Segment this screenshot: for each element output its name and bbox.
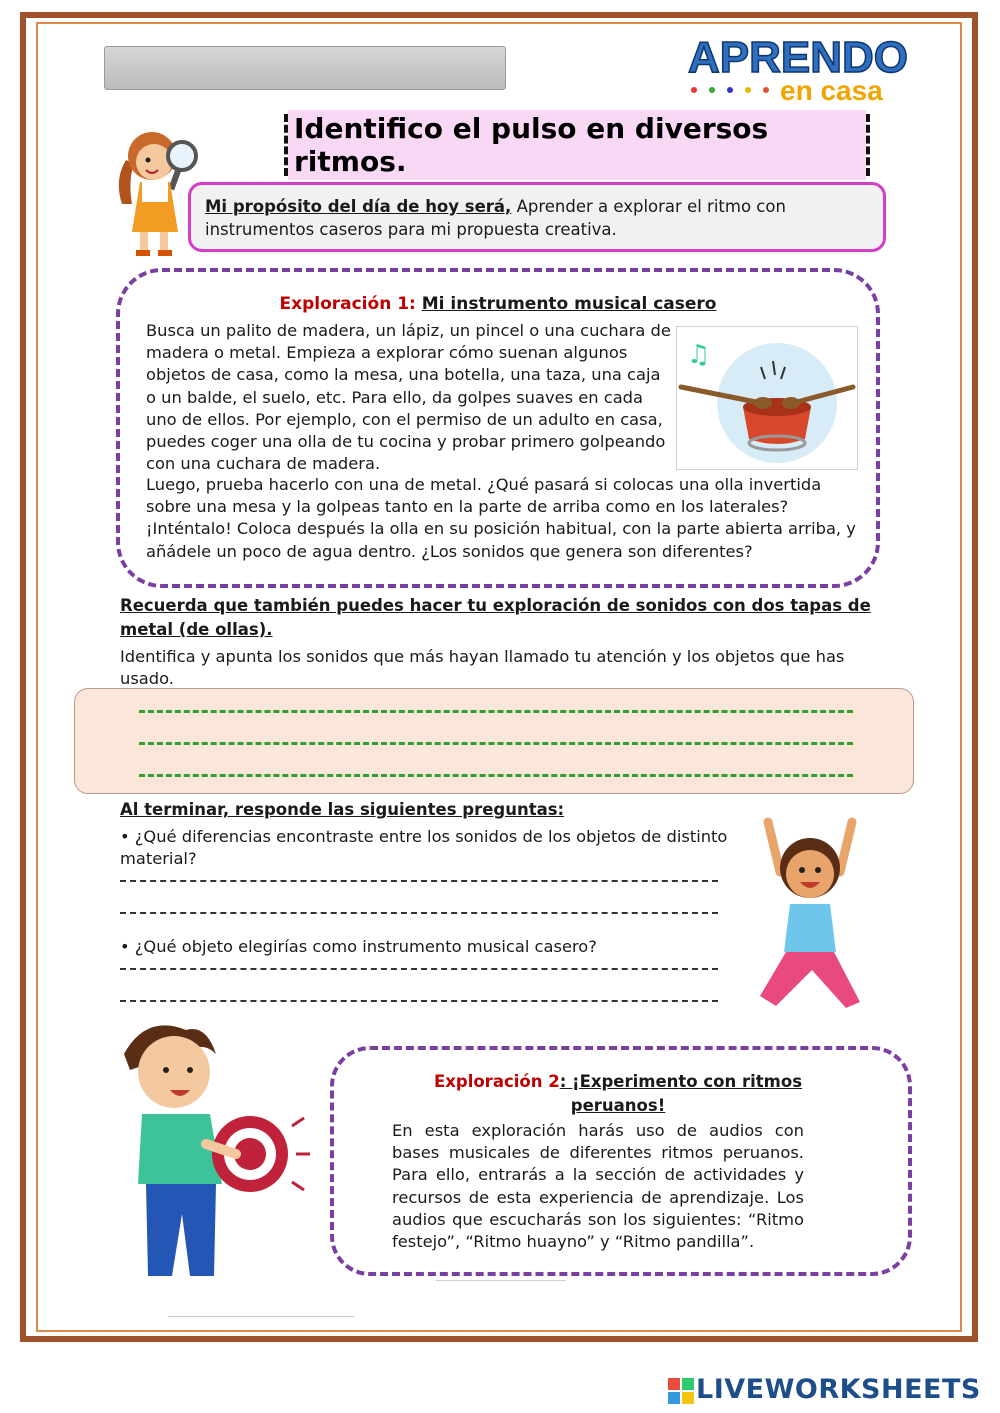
divider — [436, 1280, 566, 1281]
purpose-text: Aprender a explorar el ritmo con instrumentos caseros para mi propuesta creativa. — [205, 197, 786, 239]
exploration2-label: Exploración 2 — [433, 1072, 560, 1091]
q2-answer-line-2[interactable] — [120, 1000, 718, 1002]
student-name-field[interactable] — [104, 46, 506, 90]
q1-answer-line-2[interactable] — [120, 912, 718, 914]
page-title: Identifico el pulso en diversos ritmos. — [288, 110, 866, 180]
purpose-lead: Mi propósito del día de hoy será, — [205, 197, 512, 216]
worksheet-title-box — [284, 114, 870, 176]
purpose-box — [188, 182, 886, 252]
exploration1-heading — [116, 294, 880, 314]
boy-drum-illustration — [86, 1014, 316, 1284]
liveworksheets-logo-icon — [668, 1378, 694, 1404]
questions-title: Al terminar, responde las siguientes preguntas: — [120, 800, 565, 819]
jumping-girl-illustration — [750, 812, 870, 1022]
logo-line1: APRENDO — [688, 33, 909, 82]
q1-answer-line-1[interactable] — [120, 880, 718, 882]
exploration2-title: : ¡Experimento con ritmos peruanos! — [559, 1072, 803, 1115]
exploration1-title: Mi instrumento musical casero — [421, 294, 717, 314]
music-note-icon: ♫ — [687, 340, 711, 370]
answer-line-3[interactable] — [139, 774, 853, 777]
exploration1-label: Exploración 1: — [279, 294, 416, 314]
answer-line-1[interactable] — [139, 710, 853, 713]
sounds-answer-box[interactable] — [74, 688, 914, 794]
exploration1-paragraph1: Busca un palito de madera, un lápiz, un pincel o una cuchara de madera o metal. Empieza a explorar cómo suenan algunos objetos de casa, como la mesa, una botella, una taza, una caja o un balde, el suelo, etc. Para ello, da golpes suaves en cada uno de ellos. Por ejemplo, con el permiso de un adulto en casa, puedes coger una olla de tu cocina y probar primero golpeando con una cuchara de madera. — [146, 321, 671, 474]
q2-answer-line-1[interactable] — [120, 968, 718, 970]
aprendo-en-casa-logo — [680, 30, 926, 108]
exploration2-paragraph: En esta exploración harás uso de audios con bases musicales de diferentes ritmos peruanos. Para ello, entrarás a la sección de actividades y recursos de esta experiencia de aprendizaje. Los audios que escucharás son los siguientes: “Ritmo festejo”, “Ritmo huayno” y “Ritmo pandilla”. — [392, 1121, 804, 1252]
logo-line2: en casa — [780, 75, 883, 106]
pot-drum-illustration — [676, 326, 858, 470]
exploration1-paragraph2: Luego, prueba hacerlo con una de metal. ¿Qué pasará si colocas una olla invertida sobre una mesa y la golpeas tanto en la parte de arriba como en los laterales? ¡Inténtalo! Coloca después la olla en su posición habitual, con la parte abierta arriba, y añádele un poco de agua dentro. ¿Los sonidos que genera son diferentes? — [146, 475, 856, 561]
answer-line-2[interactable] — [139, 742, 853, 745]
remember-instruction: Identifica y apunta los sonidos que más hayan llamado tu atención y los objetos que has usado. — [120, 647, 845, 689]
question-1: • ¿Qué diferencias encontraste entre los sonidos de los objetos de distinto material? — [120, 827, 728, 869]
remember-note: Recuerda que también puedes hacer tu exploración de sonidos con dos tapas de metal (de ollas). — [120, 596, 871, 639]
exploration2-heading — [400, 1070, 836, 1118]
liveworksheets-brand: LIVEWORKSHEETS — [696, 1374, 981, 1405]
divider — [168, 1316, 354, 1317]
question-2: • ¿Qué objeto elegirías como instrumento musical casero? — [120, 937, 597, 956]
